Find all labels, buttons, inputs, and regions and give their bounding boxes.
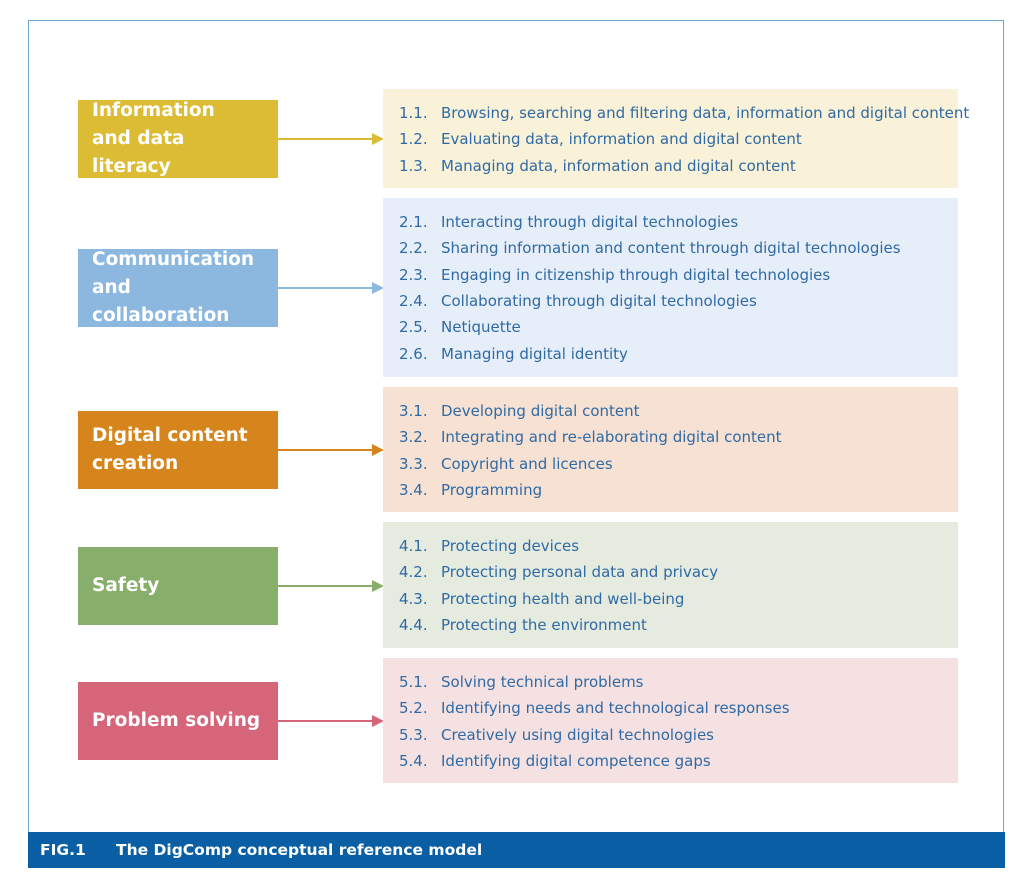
competence-number: 2.4. — [399, 292, 428, 311]
area-label-line: Problem solving — [92, 710, 261, 731]
competence-item — [383, 153, 958, 179]
competence-number: 5.3. — [399, 725, 428, 744]
competence-number: 4.2. — [399, 563, 428, 582]
arrow-icon — [278, 281, 384, 295]
figure-title: The DigComp conceptual reference model — [116, 841, 483, 859]
competence-number: 4.1. — [399, 537, 428, 556]
competence-item — [383, 533, 958, 559]
competence-text: Copyright and licences — [441, 454, 613, 473]
competence-text: Integrating and re-elaborating digital content — [441, 428, 782, 447]
competence-text: Programming — [441, 481, 543, 500]
area-label-1 — [78, 100, 278, 178]
competence-text: Sharing information and content through digital technologies — [441, 239, 901, 258]
competence-text: Evaluating data, information and digital content — [441, 130, 802, 149]
area-label-3 — [78, 411, 278, 489]
competence-item — [383, 288, 958, 314]
competence-text: Solving technical problems — [441, 673, 644, 692]
competence-text: Protecting health and well-being — [441, 589, 685, 608]
competence-number: 5.4. — [399, 752, 428, 771]
competence-number: 3.1. — [399, 402, 428, 421]
competence-text: Managing digital identity — [441, 344, 628, 363]
arrow-icon — [278, 714, 384, 728]
competence-list-2 — [383, 198, 958, 377]
competence-number: 2.6. — [399, 344, 428, 363]
competence-number: 3.2. — [399, 428, 428, 447]
competence-item — [383, 209, 958, 235]
area-label-5 — [78, 682, 278, 760]
arrow-icon — [278, 443, 384, 457]
area-label-line: creation — [92, 453, 179, 474]
competence-number: 1.2. — [399, 130, 428, 149]
competence-number: 2.3. — [399, 265, 428, 284]
competence-number: 3.4. — [399, 481, 428, 500]
competence-item — [383, 477, 958, 503]
area-label-line: Communication — [92, 249, 255, 270]
competence-item — [383, 722, 958, 748]
competence-text: Browsing, searching and filtering data, information and digital content — [441, 104, 970, 123]
area-label-line: and collaboration — [92, 277, 230, 326]
competence-item — [383, 398, 958, 424]
competence-item — [383, 424, 958, 450]
competence-item — [383, 314, 958, 340]
area-label-2 — [78, 249, 278, 327]
competence-number: 5.2. — [399, 699, 428, 718]
competence-list-4 — [383, 522, 958, 648]
competence-number: 2.5. — [399, 318, 428, 337]
competence-text: Protecting devices — [441, 537, 580, 556]
competence-item — [383, 262, 958, 288]
arrow-icon — [278, 579, 384, 593]
competence-list-5 — [383, 658, 958, 783]
arrow-icon — [278, 132, 384, 146]
area-label-4 — [78, 547, 278, 625]
competence-item — [383, 748, 958, 774]
competence-text: Netiquette — [441, 318, 521, 337]
competence-number: 5.1. — [399, 673, 428, 692]
figure-number: FIG.1 — [40, 841, 86, 859]
competence-number: 4.3. — [399, 589, 428, 608]
competence-item — [383, 559, 958, 585]
competence-item — [383, 669, 958, 695]
competence-list-3 — [383, 387, 958, 512]
area-label-line: Safety — [92, 575, 160, 596]
competence-item — [383, 340, 958, 366]
competence-text: Identifying digital competence gaps — [441, 752, 711, 771]
figure-caption — [28, 832, 1005, 868]
competence-item — [383, 586, 958, 612]
competence-item — [383, 100, 970, 126]
competence-item — [383, 612, 958, 638]
competence-item — [383, 451, 958, 477]
competence-text: Identifying needs and technological responses — [441, 699, 790, 718]
competence-text: Engaging in citizenship through digital technologies — [441, 265, 831, 284]
competence-item — [383, 126, 958, 152]
competence-item — [383, 235, 958, 261]
competence-number: 4.4. — [399, 616, 428, 635]
competence-number: 3.3. — [399, 454, 428, 473]
area-label-line: and data literacy — [92, 128, 185, 177]
competence-text: Managing data, information and digital content — [441, 156, 796, 175]
competence-text: Interacting through digital technologies — [441, 213, 739, 232]
competence-number: 2.2. — [399, 239, 428, 258]
competence-text: Collaborating through digital technologies — [441, 292, 757, 311]
competence-number: 1.1. — [399, 104, 428, 123]
competence-text: Protecting the environment — [441, 616, 647, 635]
competence-number: 2.1. — [399, 213, 428, 232]
competence-text: Developing digital content — [441, 402, 640, 421]
competence-text: Protecting personal data and privacy — [441, 563, 719, 582]
competence-number: 1.3. — [399, 156, 428, 175]
competence-text: Creatively using digital technologies — [441, 725, 714, 744]
area-label-line: Information — [92, 100, 215, 121]
competence-list-1 — [383, 89, 970, 188]
area-label-line: Digital content — [92, 425, 248, 446]
competence-item — [383, 695, 958, 721]
